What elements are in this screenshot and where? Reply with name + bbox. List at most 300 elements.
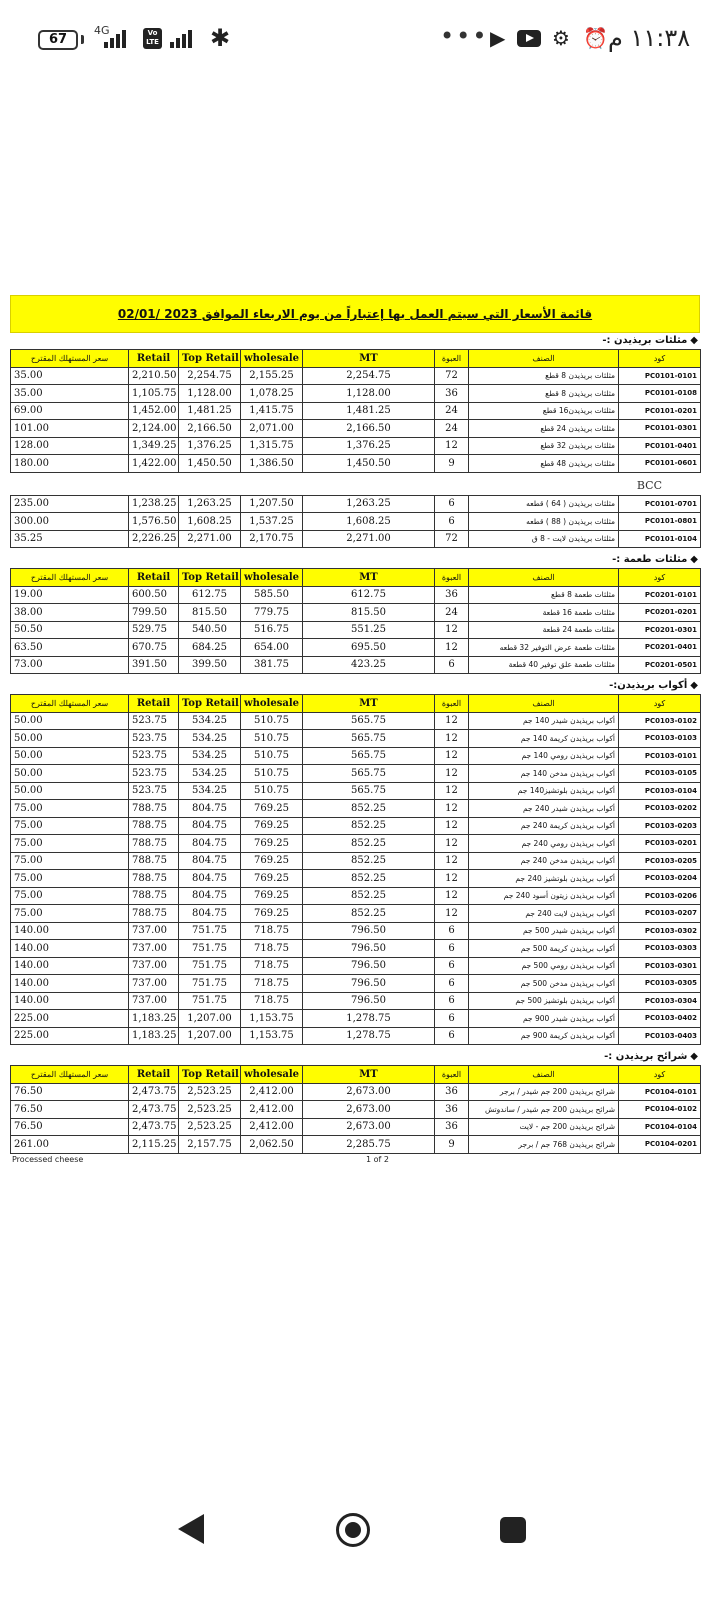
more-dots-icon: ••• [440, 22, 489, 50]
column-header-suggested: سعر المستهلك المقترح [11, 1066, 129, 1084]
table-row [11, 1136, 701, 1154]
cell-suggested: 76.50 [11, 1101, 129, 1119]
table-row [11, 621, 701, 639]
cell-retail: 1,422.00 [129, 455, 179, 473]
cell-pack: 6 [435, 940, 469, 958]
cell-item: أكواب بريذيدن كريمة 140 جم [469, 730, 619, 748]
cell-wholesale: 769.25 [241, 817, 303, 835]
cell-code: PC0103-0201 [619, 835, 701, 853]
cell-top-retail: 804.75 [179, 887, 241, 905]
price-table [10, 568, 701, 674]
diamond-bullet-icon: ◆ [690, 335, 698, 346]
cell-wholesale: 2,155.25 [241, 367, 303, 385]
cell-wholesale: 769.25 [241, 800, 303, 818]
signal-icon-2 [170, 30, 192, 48]
table-row [11, 940, 701, 958]
cell-mt: 1,278.75 [303, 1010, 435, 1028]
cell-wholesale: 1,153.75 [241, 1010, 303, 1028]
cell-wholesale: 2,071.00 [241, 420, 303, 438]
cell-suggested: 75.00 [11, 905, 129, 923]
cell-code: PC0104-0201 [619, 1136, 701, 1154]
column-header-pack: العبوة [435, 350, 469, 368]
battery-tip [81, 35, 84, 44]
cell-mt: 612.75 [303, 586, 435, 604]
cell-item: أكواب بريذيدن كريمة 500 جم [469, 940, 619, 958]
cell-top-retail: 751.75 [179, 940, 241, 958]
cell-code: PC0103-0202 [619, 800, 701, 818]
cell-suggested: 75.00 [11, 887, 129, 905]
cell-item: مثلثات بريذيدن 8 قطع [469, 385, 619, 403]
cell-item: مثلثات طعمة 8 قطع [469, 586, 619, 604]
table-row [11, 530, 701, 548]
table-row [11, 586, 701, 604]
cell-code: PC0103-0205 [619, 852, 701, 870]
cell-top-retail: 534.25 [179, 712, 241, 730]
column-header-wholesale: wholesale [241, 1066, 303, 1084]
section-title: أكواب بريذيدن:- [609, 680, 688, 691]
cell-top-retail: 1,207.00 [179, 1010, 241, 1028]
cell-retail: 737.00 [129, 922, 179, 940]
cell-suggested: 63.50 [11, 639, 129, 657]
cell-suggested: 140.00 [11, 992, 129, 1010]
cell-top-retail: 804.75 [179, 817, 241, 835]
cell-item: شرائح بريذيدن 200 جم - لايت [469, 1118, 619, 1136]
cell-suggested: 50.50 [11, 621, 129, 639]
cell-code: PC0101-0701 [619, 495, 701, 513]
cell-mt: 796.50 [303, 940, 435, 958]
table-row [11, 656, 701, 674]
cell-retail: 2,473.75 [129, 1083, 179, 1101]
cell-wholesale: 510.75 [241, 747, 303, 765]
cell-mt: 565.75 [303, 747, 435, 765]
cell-retail: 788.75 [129, 817, 179, 835]
cell-mt: 423.25 [303, 656, 435, 674]
cell-wholesale: 510.75 [241, 765, 303, 783]
cell-retail: 523.75 [129, 782, 179, 800]
table-row [11, 905, 701, 923]
cell-pack: 6 [435, 957, 469, 975]
column-header-mt: MT [303, 350, 435, 368]
cell-top-retail: 2,523.25 [179, 1101, 241, 1119]
cell-top-retail: 684.25 [179, 639, 241, 657]
table-row [11, 730, 701, 748]
price-table [10, 495, 701, 549]
cell-top-retail: 1,376.25 [179, 437, 241, 455]
cell-item: مثلثات بريذيدن 24 قطع [469, 420, 619, 438]
cell-suggested: 38.00 [11, 604, 129, 622]
column-header-item: الصنف [469, 695, 619, 713]
cell-code: PC0101-0101 [619, 367, 701, 385]
table-row [11, 887, 701, 905]
cell-suggested: 140.00 [11, 922, 129, 940]
cell-retail: 799.50 [129, 604, 179, 622]
section-label [10, 333, 710, 349]
network-type: 4G [94, 24, 110, 37]
cell-code: PC0103-0103 [619, 730, 701, 748]
cell-item: مثلثات بريذيدن 8 قطع [469, 367, 619, 385]
cell-pack: 24 [435, 420, 469, 438]
cell-retail: 788.75 [129, 905, 179, 923]
column-header-top-retail: Top Retail [179, 1066, 241, 1084]
cell-code: PC0201-0301 [619, 621, 701, 639]
cell-pack: 9 [435, 1136, 469, 1154]
cell-code: PC0103-0204 [619, 870, 701, 888]
cell-top-retail: 2,523.25 [179, 1118, 241, 1136]
table-row [11, 1118, 701, 1136]
home-button[interactable] [336, 1513, 370, 1547]
table-row [11, 1027, 701, 1045]
cell-item: أكواب بريذيدن لايت 240 جم [469, 905, 619, 923]
cell-mt: 815.50 [303, 604, 435, 622]
cell-pack: 12 [435, 835, 469, 853]
cell-wholesale: 1,153.75 [241, 1027, 303, 1045]
cell-pack: 9 [435, 455, 469, 473]
cell-top-retail: 751.75 [179, 992, 241, 1010]
cell-retail: 523.75 [129, 765, 179, 783]
cell-wholesale: 1,315.75 [241, 437, 303, 455]
cell-retail: 788.75 [129, 852, 179, 870]
cell-retail: 2,115.25 [129, 1136, 179, 1154]
recent-apps-button[interactable] [500, 1517, 526, 1543]
column-header-wholesale: wholesale [241, 350, 303, 368]
cell-pack: 12 [435, 730, 469, 748]
cell-pack: 12 [435, 437, 469, 455]
cell-mt: 2,166.50 [303, 420, 435, 438]
column-header-top-retail: Top Retail [179, 350, 241, 368]
cell-wholesale: 510.75 [241, 712, 303, 730]
cell-mt: 695.50 [303, 639, 435, 657]
cell-wholesale: 2,412.00 [241, 1083, 303, 1101]
cell-retail: 600.50 [129, 586, 179, 604]
table-row [11, 712, 701, 730]
cell-top-retail: 751.75 [179, 957, 241, 975]
table-row [11, 852, 701, 870]
cell-wholesale: 769.25 [241, 852, 303, 870]
column-header-item: الصنف [469, 569, 619, 587]
cell-pack: 72 [435, 530, 469, 548]
cell-top-retail: 2,271.00 [179, 530, 241, 548]
cell-retail: 523.75 [129, 747, 179, 765]
alarm-icon: ⏰ [583, 26, 608, 50]
cell-mt: 852.25 [303, 835, 435, 853]
cell-suggested: 225.00 [11, 1010, 129, 1028]
column-header-top-retail: Top Retail [179, 695, 241, 713]
cell-item: أكواب بريذيدن رومي 140 جم [469, 747, 619, 765]
play-icon: ▶ [490, 26, 506, 50]
cell-wholesale: 2,412.00 [241, 1101, 303, 1119]
cell-wholesale: 779.75 [241, 604, 303, 622]
cell-suggested: 50.00 [11, 730, 129, 748]
cell-suggested: 73.00 [11, 656, 129, 674]
cell-pack: 36 [435, 1083, 469, 1101]
table-row [11, 420, 701, 438]
cell-retail: 788.75 [129, 870, 179, 888]
table-row [11, 639, 701, 657]
cell-mt: 565.75 [303, 730, 435, 748]
cell-suggested: 75.00 [11, 800, 129, 818]
column-header-item: الصنف [469, 350, 619, 368]
cell-mt: 2,271.00 [303, 530, 435, 548]
cell-retail: 788.75 [129, 835, 179, 853]
cell-suggested: 128.00 [11, 437, 129, 455]
cell-pack: 6 [435, 513, 469, 531]
section-label [10, 678, 710, 694]
column-header-mt: MT [303, 569, 435, 587]
cell-suggested: 50.00 [11, 747, 129, 765]
cell-item: أكواب بريذيدن كريمة 240 جم [469, 817, 619, 835]
cell-pack: 36 [435, 1101, 469, 1119]
cell-pack: 12 [435, 905, 469, 923]
cell-code: PC0103-0105 [619, 765, 701, 783]
cell-pack: 12 [435, 639, 469, 657]
cell-mt: 1,278.75 [303, 1027, 435, 1045]
cell-retail: 529.75 [129, 621, 179, 639]
column-header-code: كود [619, 695, 701, 713]
cell-suggested: 140.00 [11, 975, 129, 993]
title-banner [10, 295, 700, 333]
cell-pack: 12 [435, 852, 469, 870]
cell-code: PC0103-0206 [619, 887, 701, 905]
cell-code: PC0103-0207 [619, 905, 701, 923]
cell-wholesale: 769.25 [241, 905, 303, 923]
cell-retail: 2,473.75 [129, 1101, 179, 1119]
cell-wholesale: 718.75 [241, 957, 303, 975]
cell-suggested: 300.00 [11, 513, 129, 531]
column-header-suggested: سعر المستهلك المقترح [11, 569, 129, 587]
cell-item: أكواب بريذيدن زيتون أسود 240 جم [469, 887, 619, 905]
cell-retail: 2,210.50 [129, 367, 179, 385]
table-row [11, 870, 701, 888]
cell-wholesale: 654.00 [241, 639, 303, 657]
column-header-code: كود [619, 350, 701, 368]
cell-code: PC0103-0102 [619, 712, 701, 730]
table-row [11, 604, 701, 622]
cell-item: شرائح بريذيدن 200 جم شيدر / ساندوتش [469, 1101, 619, 1119]
cell-pack: 24 [435, 402, 469, 420]
column-header-mt: MT [303, 1066, 435, 1084]
column-header-pack: العبوة [435, 695, 469, 713]
cell-pack: 12 [435, 765, 469, 783]
price-table [10, 1065, 701, 1154]
cell-code: PC0103-0303 [619, 940, 701, 958]
cell-mt: 1,128.00 [303, 385, 435, 403]
section-label [10, 1049, 710, 1065]
cell-retail: 1,183.25 [129, 1027, 179, 1045]
cell-suggested: 69.00 [11, 402, 129, 420]
cell-pack: 36 [435, 1118, 469, 1136]
cell-pack: 6 [435, 1010, 469, 1028]
cell-top-retail: 1,128.00 [179, 385, 241, 403]
column-header-pack: العبوة [435, 1066, 469, 1084]
volte-icon: Vo LTE [143, 28, 162, 49]
cell-top-retail: 751.75 [179, 975, 241, 993]
cell-code: PC0101-0301 [619, 420, 701, 438]
cell-code: PC0103-0101 [619, 747, 701, 765]
cell-top-retail: 2,166.50 [179, 420, 241, 438]
table-header-row [11, 569, 701, 587]
cell-suggested: 75.00 [11, 870, 129, 888]
cell-retail: 788.75 [129, 800, 179, 818]
cell-top-retail: 804.75 [179, 800, 241, 818]
cell-suggested: 50.00 [11, 782, 129, 800]
cell-mt: 2,673.00 [303, 1101, 435, 1119]
cell-pack: 12 [435, 887, 469, 905]
cell-suggested: 19.00 [11, 586, 129, 604]
cell-retail: 737.00 [129, 940, 179, 958]
app-icon: ⚙ [552, 26, 570, 50]
cell-code: PC0201-0101 [619, 586, 701, 604]
table-row [11, 1101, 701, 1119]
cell-item: أكواب بريذيدن مدخن 240 جم [469, 852, 619, 870]
cell-item: شرائح بريذيدن 768 جم / برجر [469, 1136, 619, 1154]
cell-item: مثلثات بريذيدن ( 64 ) قطعه [469, 495, 619, 513]
cell-code: PC0104-0101 [619, 1083, 701, 1101]
cell-code: PC0103-0301 [619, 957, 701, 975]
table-row [11, 922, 701, 940]
cell-mt: 1,481.25 [303, 402, 435, 420]
cell-wholesale: 1,386.50 [241, 455, 303, 473]
cell-wholesale: 2,412.00 [241, 1118, 303, 1136]
cell-item: مثلثات بريذيدن 32 قطع [469, 437, 619, 455]
table-row [11, 992, 701, 1010]
cell-item: شرائح بريذيدن 200 جم شيدر / برجر [469, 1083, 619, 1101]
cell-retail: 523.75 [129, 730, 179, 748]
cell-wholesale: 510.75 [241, 730, 303, 748]
group-label: BCC [636, 478, 662, 492]
table-row [11, 513, 701, 531]
cell-code: PC0201-0501 [619, 656, 701, 674]
cell-mt: 1,376.25 [303, 437, 435, 455]
cell-wholesale: 1,078.25 [241, 385, 303, 403]
cell-code: PC0103-0402 [619, 1010, 701, 1028]
cell-suggested: 75.00 [11, 835, 129, 853]
table-row [11, 437, 701, 455]
cell-item: مثلثات طعمة عرض التوفير 32 قطعه [469, 639, 619, 657]
cell-wholesale: 718.75 [241, 940, 303, 958]
cell-top-retail: 1,481.25 [179, 402, 241, 420]
cell-pack: 24 [435, 604, 469, 622]
cell-suggested: 101.00 [11, 420, 129, 438]
cell-retail: 1,576.50 [129, 513, 179, 531]
cell-suggested: 50.00 [11, 712, 129, 730]
table-row [11, 495, 701, 513]
column-header-suggested: سعر المستهلك المقترح [11, 350, 129, 368]
column-header-retail: Retail [129, 569, 179, 587]
cell-top-retail: 534.25 [179, 782, 241, 800]
table-row [11, 765, 701, 783]
cell-retail: 2,124.00 [129, 420, 179, 438]
cell-pack: 12 [435, 621, 469, 639]
cell-suggested: 140.00 [11, 940, 129, 958]
cell-item: مثلثات بريذيدن 48 قطع [469, 455, 619, 473]
price-sections [10, 333, 710, 1154]
cell-suggested: 35.25 [11, 530, 129, 548]
table-header-row [11, 350, 701, 368]
cell-retail: 788.75 [129, 887, 179, 905]
cell-retail: 1,238.25 [129, 495, 179, 513]
table-row [11, 1083, 701, 1101]
column-header-code: كود [619, 1066, 701, 1084]
cell-code: PC0201-0201 [619, 604, 701, 622]
cell-code: PC0101-0108 [619, 385, 701, 403]
cell-wholesale: 1,537.25 [241, 513, 303, 531]
cell-retail: 391.50 [129, 656, 179, 674]
cell-top-retail: 534.25 [179, 730, 241, 748]
cell-wholesale: 718.75 [241, 992, 303, 1010]
page-number: 1 of 2 [366, 1155, 389, 1164]
table-row [11, 747, 701, 765]
battery-level: 67 [48, 32, 68, 47]
cell-suggested: 75.00 [11, 852, 129, 870]
table-row [11, 975, 701, 993]
cell-top-retail: 534.25 [179, 765, 241, 783]
cell-mt: 852.25 [303, 870, 435, 888]
clock: ١١:٣٨ م [608, 24, 691, 52]
cell-top-retail: 804.75 [179, 835, 241, 853]
cell-retail: 1,183.25 [129, 1010, 179, 1028]
back-button[interactable] [178, 1514, 204, 1544]
cell-retail: 1,452.00 [129, 402, 179, 420]
cell-pack: 12 [435, 747, 469, 765]
cell-pack: 36 [435, 586, 469, 604]
cell-item: أكواب بريذيدن رومي 500 جم [469, 957, 619, 975]
cell-retail: 1,349.25 [129, 437, 179, 455]
cell-retail: 523.75 [129, 712, 179, 730]
signal-icon [104, 30, 126, 48]
cell-top-retail: 534.25 [179, 747, 241, 765]
cell-code: PC0101-0201 [619, 402, 701, 420]
cell-top-retail: 1,207.00 [179, 1027, 241, 1045]
cell-top-retail: 2,157.75 [179, 1136, 241, 1154]
column-header-pack: العبوة [435, 569, 469, 587]
section-title: شرائح بريذيدن :- [604, 1051, 688, 1062]
cell-retail: 670.75 [129, 639, 179, 657]
cell-code: PC0101-0401 [619, 437, 701, 455]
cell-item: أكواب بريذيدن رومي 240 جم [469, 835, 619, 853]
cell-item: مثلثات بريذيدن ( 88 ) قطعه [469, 513, 619, 531]
cell-top-retail: 804.75 [179, 870, 241, 888]
table-row [11, 367, 701, 385]
diamond-bullet-icon: ◆ [690, 1051, 698, 1062]
price-list-document [10, 295, 710, 1158]
price-table [10, 349, 701, 473]
cell-pack: 36 [435, 385, 469, 403]
cell-code: PC0103-0304 [619, 992, 701, 1010]
column-header-retail: Retail [129, 695, 179, 713]
cell-code: PC0103-0104 [619, 782, 701, 800]
table-row [11, 402, 701, 420]
column-header-item: الصنف [469, 1066, 619, 1084]
cell-item: مثلثات بريذيدن لايت - 8 ق [469, 530, 619, 548]
cell-top-retail: 804.75 [179, 852, 241, 870]
cell-item: أكواب بريذيدن بلوتشيز 240 جم [469, 870, 619, 888]
cell-pack: 12 [435, 800, 469, 818]
cell-wholesale: 2,170.75 [241, 530, 303, 548]
cell-pack: 12 [435, 782, 469, 800]
cell-pack: 6 [435, 656, 469, 674]
cell-mt: 565.75 [303, 782, 435, 800]
cell-mt: 2,673.00 [303, 1118, 435, 1136]
cell-suggested: 225.00 [11, 1027, 129, 1045]
cell-top-retail: 612.75 [179, 586, 241, 604]
cell-mt: 852.25 [303, 817, 435, 835]
cell-pack: 12 [435, 870, 469, 888]
cell-pack: 6 [435, 922, 469, 940]
table-header-row [11, 1066, 701, 1084]
cell-mt: 2,673.00 [303, 1083, 435, 1101]
cell-mt: 796.50 [303, 922, 435, 940]
cell-top-retail: 1,608.25 [179, 513, 241, 531]
